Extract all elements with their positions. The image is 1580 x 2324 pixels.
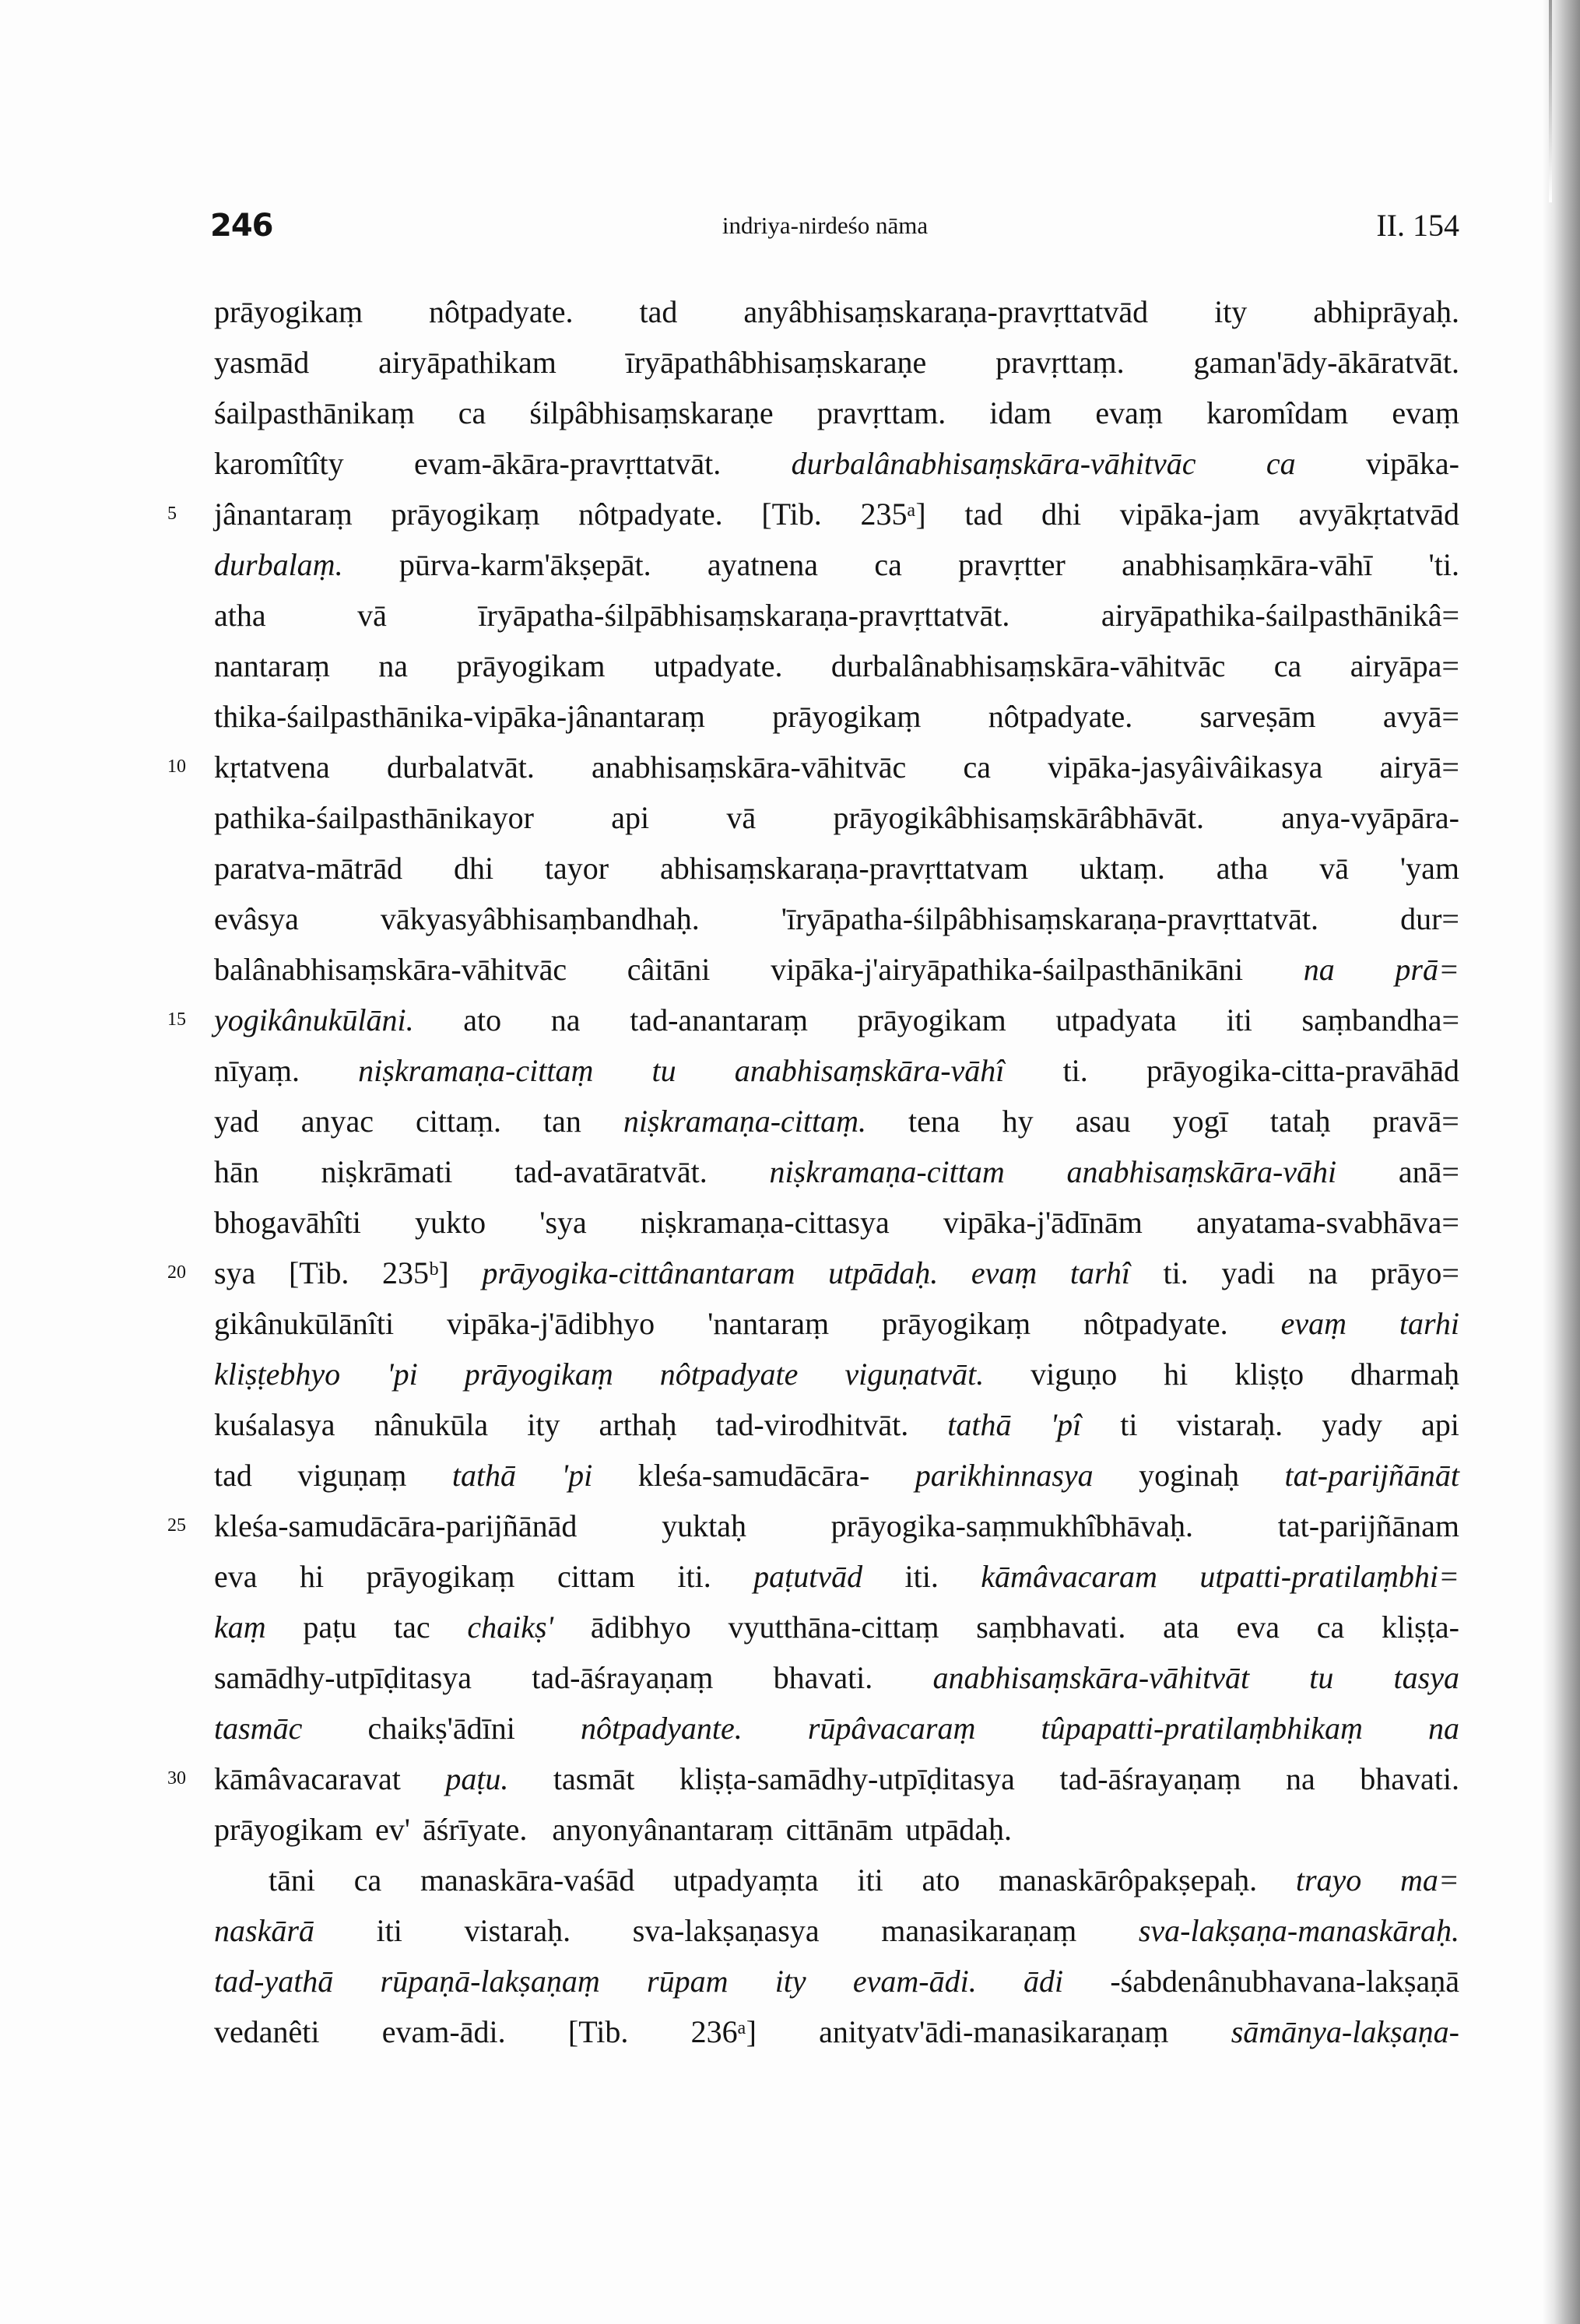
- word: tathā: [947, 1407, 1012, 1442]
- word: yogikânukūlāni.: [214, 1002, 414, 1037]
- word: viguṇatvāt.: [844, 1357, 985, 1392]
- word: ādibhyo: [590, 1610, 691, 1645]
- word: anabhisaṃskāra-vāhitvāt: [932, 1660, 1250, 1695]
- word: dhi: [1041, 497, 1082, 532]
- word: anityatv'ādi-manasikaraṇaṃ: [819, 2014, 1169, 2049]
- text-line: [214, 1905, 1459, 1956]
- word: api: [611, 800, 650, 835]
- word: thika-śailpasthānika-vipāka-jânantaraṃ: [214, 699, 705, 734]
- word: prāyogika-cittânantaram: [482, 1255, 795, 1290]
- text-line: [214, 1096, 1459, 1146]
- word: hy: [1002, 1104, 1034, 1139]
- word: asau: [1075, 1104, 1131, 1139]
- word: niṣkramaṇa-cittasya: [640, 1205, 890, 1240]
- word: sva-lakṣaṇasya: [632, 1913, 820, 1948]
- word: tathā: [451, 1458, 517, 1493]
- word: vā: [357, 598, 387, 633]
- text-line: [214, 1804, 1459, 1855]
- word: ādi: [1023, 1964, 1064, 1999]
- word: ity: [1214, 294, 1248, 329]
- word: anyâbhisaṃskaraṇa-pravṛttatvād: [743, 294, 1149, 329]
- word: prā=: [1395, 952, 1459, 987]
- text-line: [214, 1652, 1459, 1703]
- word: tad-anantaraṃ: [630, 1002, 808, 1037]
- text-segment: prāyogikam ev' āśrīyate. anyonyânantaraṃ cittānām utpādaḥ.: [214, 1812, 1013, 1847]
- word: tarhî: [1069, 1255, 1130, 1290]
- word: evaṃ: [1095, 395, 1163, 430]
- word: kleśa-samudācāra-parijñānād: [214, 1508, 578, 1543]
- word: airyāpa=: [1350, 648, 1459, 683]
- text-line: [167, 489, 1459, 539]
- word: viguṇo: [1031, 1357, 1118, 1392]
- word: kleśa-samudācāra-: [637, 1458, 870, 1493]
- word: vā: [726, 800, 757, 835]
- word: vākyasyâbhisaṃbandhaḥ.: [380, 901, 700, 936]
- word: hi: [1164, 1357, 1189, 1392]
- text-line: [214, 438, 1459, 489]
- word: 'īryāpatha-śilpâbhisaṃskaraṇa-pravṛttatvāt.: [781, 901, 1319, 936]
- word: vistaraḥ.: [1176, 1407, 1283, 1442]
- word: gaman'ādy-ākāratvāt.: [1193, 345, 1459, 380]
- word: tad-avatāratvāt.: [514, 1154, 707, 1189]
- word: hi: [299, 1559, 325, 1594]
- text-line: [214, 590, 1459, 641]
- word: utpadyaṃta: [673, 1862, 819, 1897]
- word: trayo: [1295, 1862, 1362, 1897]
- word: prāyogikaṃ: [391, 497, 540, 532]
- word: airyā=: [1379, 750, 1459, 785]
- word: utpatti-pratilaṃbhi=: [1199, 1559, 1459, 1594]
- word: tad: [639, 294, 678, 329]
- word: avyā=: [1382, 699, 1459, 734]
- word: tarhi: [1399, 1306, 1459, 1341]
- word: prāyogikaṃ: [772, 699, 922, 734]
- word: gikânukūlānîti: [214, 1306, 395, 1341]
- word: ca: [458, 395, 486, 430]
- word: chaikṣ'ādīni: [367, 1711, 515, 1746]
- word: ity: [774, 1964, 806, 1999]
- word: paratva-mātrād: [214, 851, 403, 886]
- word: chaikṣ': [467, 1610, 554, 1645]
- word: ayatnena: [707, 547, 819, 582]
- word: tayor: [544, 851, 609, 886]
- word: paṭutvād: [753, 1559, 863, 1594]
- word: hān: [214, 1154, 259, 1189]
- word: tûpapatti-pratilaṃbhikaṃ: [1041, 1711, 1363, 1746]
- text-line: [214, 2006, 1459, 2057]
- word: niṣkrāmati: [321, 1154, 453, 1189]
- word: [Tib.: [288, 1255, 349, 1290]
- text-line: [214, 1298, 1459, 1349]
- word: api: [1421, 1407, 1459, 1442]
- word: utpadyata: [1055, 1002, 1177, 1037]
- word: vipāka-jam: [1119, 497, 1260, 532]
- word: tat-parijñānam: [1277, 1508, 1459, 1543]
- word: durbalatvāt.: [386, 750, 535, 785]
- word: naskārā: [214, 1913, 314, 1948]
- word: yoginaḥ: [1139, 1458, 1240, 1493]
- word: paṭu.: [445, 1761, 509, 1796]
- word: tasmāc: [214, 1711, 303, 1746]
- word: kṛtatvena: [214, 750, 330, 785]
- word: ca: [963, 750, 991, 785]
- word: kliṣṭo: [1234, 1357, 1304, 1392]
- text-line: [214, 944, 1459, 995]
- line-number: 25: [167, 1515, 186, 1536]
- word: nôtpadyate.: [1083, 1306, 1228, 1341]
- text-line: [167, 995, 1459, 1045]
- word: anā=: [1398, 1154, 1459, 1189]
- word: abhiprāyaḥ.: [1313, 294, 1459, 329]
- word: kliṣṭa-samādhy-utpīḍitasya: [679, 1761, 1015, 1796]
- word: yasmād: [214, 345, 310, 380]
- word: prāyogikaṃ: [464, 1357, 613, 1392]
- word: câitāni: [627, 952, 711, 987]
- word: tad-virodhitvāt.: [715, 1407, 909, 1442]
- word: 'pî: [1050, 1407, 1082, 1442]
- word: 'sya: [539, 1205, 587, 1240]
- text-line: [214, 388, 1459, 438]
- word: tu: [1309, 1660, 1334, 1695]
- word: kliṣṭebhyo: [214, 1357, 341, 1392]
- word: 'nantaraṃ: [707, 1306, 830, 1341]
- word: tad: [214, 1458, 252, 1493]
- word: yukto: [414, 1205, 486, 1240]
- word: ca: [1266, 446, 1296, 481]
- word: prāyo=: [1371, 1255, 1459, 1290]
- word: pravā=: [1372, 1104, 1459, 1139]
- word: sarveṣām: [1199, 699, 1316, 734]
- word: atha: [1216, 851, 1269, 886]
- word: rūpaṇā-lakṣaṇaṃ: [380, 1964, 600, 1999]
- word: śailpasthānikaṃ: [214, 395, 415, 430]
- word: 235ᵇ]: [382, 1255, 449, 1290]
- line-number: 5: [167, 504, 177, 524]
- word: prāyogikaṃ: [882, 1306, 1031, 1341]
- word: balânabhisaṃskāra-vāhitvāc: [214, 952, 567, 987]
- word: iti.: [904, 1559, 939, 1594]
- text-line: [214, 1399, 1459, 1450]
- word: vipāka-jasyâivâikasya: [1048, 750, 1323, 785]
- word: anyac: [300, 1104, 374, 1139]
- line-number: 30: [167, 1768, 186, 1789]
- word: ti: [1120, 1407, 1138, 1442]
- word: dhi: [453, 851, 494, 886]
- line-number: 10: [167, 757, 186, 777]
- text-line: [214, 1703, 1459, 1754]
- word: evaṃ: [1392, 395, 1459, 430]
- word: nôtpadyante.: [580, 1711, 743, 1746]
- word: na: [1286, 1761, 1315, 1796]
- word: anabhisaṃskāra-vāhi: [1066, 1154, 1337, 1189]
- scan-edge-line: [1549, 0, 1552, 202]
- word: īryāpathâbhisaṃskaraṇe: [625, 345, 927, 380]
- word: tasya: [1393, 1660, 1459, 1695]
- word: vyutthāna-cittaṃ: [728, 1610, 939, 1645]
- word: na: [550, 1002, 581, 1037]
- word: arthaḥ: [599, 1407, 677, 1442]
- word: saṃbandha=: [1301, 1002, 1459, 1037]
- word: rūpâvacaraṃ: [807, 1711, 976, 1746]
- word: sva-lakṣaṇa-manaskāraḥ.: [1138, 1913, 1459, 1948]
- word: karomîdam: [1206, 395, 1349, 430]
- word: utpadyate.: [653, 648, 783, 683]
- word: nôtpadyate.: [988, 699, 1133, 734]
- word: anabhisaṃkāra-vāhī: [1122, 547, 1373, 582]
- text-line: [214, 1450, 1459, 1501]
- word: jânantaraṃ: [214, 497, 353, 532]
- word: anabhisaṃskāra-vāhî: [734, 1053, 1005, 1088]
- word: kāmâvacaravat: [214, 1761, 401, 1796]
- word: iti: [376, 1913, 402, 1948]
- word: vedanêti: [214, 2014, 320, 2049]
- word: durbalânabhisaṃskāra-vāhitvāc: [791, 446, 1196, 481]
- word: cittam: [557, 1559, 635, 1594]
- word: bhavati.: [773, 1660, 873, 1695]
- word: ma=: [1400, 1862, 1459, 1897]
- word: yuktaḥ: [662, 1508, 746, 1543]
- word: ca: [874, 547, 902, 582]
- word: na: [1428, 1711, 1459, 1746]
- word: tad-āśrayaṇaṃ: [532, 1660, 714, 1695]
- word: tataḥ: [1269, 1104, 1331, 1139]
- word: parikhinnasya: [915, 1458, 1094, 1493]
- word: kliṣṭa-: [1381, 1610, 1459, 1645]
- word: iti: [857, 1862, 883, 1897]
- word: 'pi: [561, 1458, 593, 1493]
- word: avyākṛtatvād: [1298, 497, 1459, 532]
- text-line: [214, 641, 1459, 691]
- word: prāyogikaṃ: [366, 1559, 515, 1594]
- word: manasikaraṇaṃ: [881, 1913, 1077, 1948]
- word: sya: [214, 1255, 256, 1290]
- text-line: [214, 337, 1459, 388]
- word: tad-yathā: [214, 1964, 334, 1999]
- word: -śabdenânubhavana-lakṣaṇā: [1110, 1964, 1459, 1999]
- page-number: 246: [210, 208, 273, 244]
- word: dur=: [1400, 901, 1459, 936]
- word: prāyogikam: [456, 648, 606, 683]
- word: samādhy-utpīḍitasya: [214, 1660, 472, 1695]
- word: bhogavāhîti: [214, 1205, 361, 1240]
- word: nânukūla: [374, 1407, 489, 1442]
- word: vipāka-: [1366, 446, 1459, 481]
- word: kaṃ: [214, 1610, 266, 1645]
- word: 'yam: [1399, 851, 1459, 886]
- line-number: 15: [167, 1009, 186, 1030]
- word: na: [1308, 1255, 1338, 1290]
- word: śilpâbhisaṃskaraṇe: [529, 395, 774, 430]
- word: 236ᵃ]: [690, 2014, 757, 2049]
- word: manaskārôpakṣepaḥ.: [999, 1862, 1258, 1897]
- word: nôtpadyate.: [578, 497, 723, 532]
- text-line: [214, 843, 1459, 893]
- word: vipāka-j'ādīnām: [943, 1205, 1143, 1240]
- word: na: [1303, 952, 1335, 987]
- word: 'pi: [387, 1357, 418, 1392]
- word: yogī: [1172, 1104, 1228, 1139]
- word: yadi: [1221, 1255, 1276, 1290]
- word: iti.: [677, 1559, 711, 1594]
- text-line: [214, 1602, 1459, 1652]
- word: airyāpathika-śailpasthānikâ=: [1101, 598, 1459, 633]
- word: niṣkramaṇa-cittam: [769, 1154, 1005, 1189]
- word: ato: [463, 1002, 502, 1037]
- word: yady: [1322, 1407, 1382, 1442]
- word: utpādaḥ.: [828, 1255, 939, 1290]
- word: anya-vyāpāra-: [1281, 800, 1459, 835]
- word: nôtpadyate: [659, 1357, 799, 1392]
- word: dharmaḥ: [1350, 1357, 1459, 1392]
- word: manaskāra-vaśād: [420, 1862, 635, 1897]
- word: tasmāt: [553, 1761, 635, 1796]
- word: na: [378, 648, 409, 683]
- word: pūrva-karm'ākṣepāt.: [399, 547, 651, 582]
- word: [Tib.: [567, 2014, 629, 2049]
- word: evaṃ: [971, 1255, 1038, 1290]
- word: pravṛttam.: [816, 395, 946, 430]
- word: īryāpatha-śilpābhisaṃskaraṇa-pravṛttatvāt.: [478, 598, 1010, 633]
- word: ca: [1273, 648, 1302, 683]
- word: ity: [527, 1407, 560, 1442]
- text-body: [167, 286, 1459, 2057]
- text-line: [214, 691, 1459, 742]
- word: nantaraṃ: [214, 648, 330, 683]
- word: vistaraḥ.: [464, 1913, 571, 1948]
- word: eva: [214, 1559, 258, 1594]
- text-line: [167, 1754, 1459, 1804]
- text-line: [214, 539, 1459, 590]
- word: bhavati.: [1360, 1761, 1459, 1796]
- text-line: [214, 1956, 1459, 2006]
- word: cittaṃ.: [416, 1104, 501, 1139]
- word: pathika-śailpasthānikayor: [214, 800, 534, 835]
- word: tu: [651, 1053, 676, 1088]
- word: 235ᵃ]: [860, 497, 926, 532]
- text-line: [214, 1349, 1459, 1399]
- scan-edge-shadow: [1543, 0, 1580, 2324]
- word: yad: [214, 1104, 259, 1139]
- word: durbalânabhisaṃskāra-vāhitvāc: [830, 648, 1226, 683]
- word: airyāpathikam: [378, 345, 557, 380]
- word: idam: [989, 395, 1052, 430]
- word: durbalaṃ.: [214, 547, 343, 582]
- word: evaṃ: [1280, 1306, 1347, 1341]
- text-line: [214, 1855, 1459, 1905]
- text-line: [214, 1551, 1459, 1602]
- text-line: [167, 1248, 1459, 1298]
- word: anyatama-svabhāva=: [1196, 1205, 1459, 1240]
- word: evam-ādi.: [381, 2014, 506, 2049]
- word: nīyaṃ.: [214, 1053, 300, 1088]
- word: prāyogika-citta-pravāhād: [1146, 1053, 1459, 1088]
- word: kāmâvacaram: [981, 1559, 1157, 1594]
- word: atha: [214, 598, 266, 633]
- word: nôtpadyate.: [429, 294, 574, 329]
- word: tan: [542, 1104, 581, 1139]
- word: ca: [1316, 1610, 1345, 1645]
- word: niṣkramaṇa-cittaṃ: [358, 1053, 594, 1088]
- word: vipāka-j'airyāpathika-śailpasthānikāni: [771, 952, 1244, 987]
- word: prāyogikâbhisaṃskārâbhāvāt.: [833, 800, 1204, 835]
- word: ato: [922, 1862, 960, 1897]
- word: tad-āśrayaṇaṃ: [1059, 1761, 1241, 1796]
- text-line: [214, 1197, 1459, 1248]
- word: tad: [964, 497, 1003, 532]
- word: tat-parijñānāt: [1284, 1458, 1459, 1493]
- word: eva: [1236, 1610, 1280, 1645]
- text-line: [214, 792, 1459, 843]
- word: tac: [393, 1610, 430, 1645]
- word: prāyogikaṃ: [214, 294, 363, 329]
- word: pravṛttaṃ.: [995, 345, 1125, 380]
- word: rūpam: [647, 1964, 729, 1999]
- word: prāyogikam: [857, 1002, 1006, 1037]
- word: karomîtîty: [214, 446, 344, 481]
- word: abhisaṃskaraṇa-pravṛttatvam: [659, 851, 1029, 886]
- word: niṣkramaṇa-cittaṃ.: [623, 1104, 866, 1139]
- word: evam-ādi.: [852, 1964, 977, 1999]
- word: [Tib.: [761, 497, 822, 532]
- word: pravṛtter: [958, 547, 1066, 582]
- word: iti: [1226, 1002, 1252, 1037]
- word: saṃbhavati.: [976, 1610, 1126, 1645]
- text-line: [167, 1501, 1459, 1551]
- word: ca: [353, 1862, 382, 1897]
- word: tena: [908, 1104, 960, 1139]
- word: paṭu: [303, 1610, 357, 1645]
- text-line: [214, 1146, 1459, 1197]
- word: anabhisaṃskāra-vāhitvāc: [592, 750, 907, 785]
- text-line: [214, 893, 1459, 944]
- word: ti.: [1163, 1255, 1189, 1290]
- section-reference: II. 154: [1376, 208, 1459, 243]
- word: 'ti.: [1428, 547, 1459, 582]
- line-number: 20: [167, 1262, 186, 1283]
- word: ata: [1163, 1610, 1199, 1645]
- running-title: indriya-nirdeśo nāma: [722, 212, 929, 239]
- word: vipāka-j'ādibhyo: [447, 1306, 655, 1341]
- word: prāyogika-saṃmukhîbhāvaḥ.: [830, 1508, 1194, 1543]
- text-line: [167, 742, 1459, 792]
- text-line: [214, 1045, 1459, 1096]
- word: sāmānya-lakṣaṇa-: [1231, 2014, 1459, 2049]
- word: evam-ākāra-pravṛttatvāt.: [414, 446, 722, 481]
- word: viguṇaṃ: [297, 1458, 407, 1493]
- word: uktaṃ.: [1079, 851, 1165, 886]
- word: tāni: [269, 1862, 315, 1897]
- word: ti.: [1062, 1053, 1088, 1088]
- word: evâsya: [214, 901, 299, 936]
- word: kuśalasya: [214, 1407, 335, 1442]
- word: vā: [1319, 851, 1350, 886]
- text-line: [214, 286, 1459, 337]
